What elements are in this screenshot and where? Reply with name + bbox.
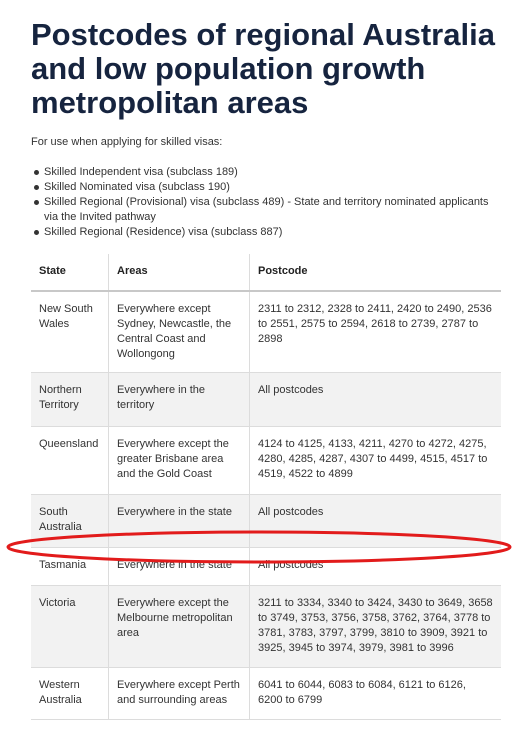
visa-label: Skilled Nominated visa (subclass 190) — [44, 181, 230, 193]
visa-item-887 — [31, 225, 501, 240]
column-header-areas: Areas — [109, 254, 250, 291]
table-row — [31, 373, 501, 427]
areas-cell: Everywhere except the Melbourne metropolitan area — [109, 586, 250, 668]
page-title: Postcodes of regional Australia and low population growth metropolitan areas — [31, 17, 495, 120]
postcode-table — [31, 254, 501, 720]
areas-cell: Everywhere except the greater Brisbane area and the Gold Coast — [109, 427, 250, 495]
postcode-cell: 4124 to 4125, 4133, 4211, 4270 to 4272, 4275, 4280, 4285, 4287, 4307 to 4499, 4515, 4517 to 4519, 4522 to 4899 — [250, 427, 502, 495]
bullet-icon — [34, 170, 39, 175]
state-cell: Western Australia — [31, 668, 109, 720]
table-header-row — [31, 254, 501, 291]
bullet-icon — [34, 230, 39, 235]
state-cell: Victoria — [31, 586, 109, 668]
visa-label: Skilled Regional (Residence) visa (subclass 887) — [44, 226, 283, 238]
state-cell: Queensland — [31, 427, 109, 495]
postcode-cell: 2311 to 2312, 2328 to 2411, 2420 to 2490, 2536 to 2551, 2575 to 2594, 2618 to 2739, 2787 to 2898 — [250, 291, 502, 373]
state-cell: Northern Territory — [31, 373, 109, 427]
table-row — [31, 291, 501, 373]
areas-cell: Everywhere in the state — [109, 495, 250, 548]
table-row — [31, 668, 501, 720]
postcode-cell: All postcodes — [250, 548, 502, 586]
bullet-icon — [34, 200, 39, 205]
visa-label: Skilled Independent visa (subclass 189) — [44, 166, 238, 178]
table-row — [31, 495, 501, 548]
table-row — [31, 427, 501, 495]
areas-cell: Everywhere except Sydney, Newcastle, the Central Coast and Wollongong — [109, 291, 250, 373]
visa-label: Skilled Regional (Provisional) visa (subclass 489) - State and territory nominated applicants via the Invited pathway — [44, 196, 489, 223]
intro-text: For use when applying for skilled visas: — [31, 136, 223, 148]
state-cell: South Australia — [31, 495, 109, 548]
postcode-cell: 6041 to 6044, 6083 to 6084, 6121 to 6126, 6200 to 6799 — [250, 668, 502, 720]
postcode-cell: 3211 to 3334, 3340 to 3424, 3430 to 3649, 3658 to 3749, 3753, 3756, 3758, 3762, 3764, 3778 to 3781, 3783, 3797, 3799, 3810 to 3909, 3921 to 3925, 3945 to 3974, 3979, 3981 to 3996 — [250, 586, 502, 668]
visa-item-189 — [31, 165, 501, 180]
areas-cell: Everywhere except Perth and surrounding areas — [109, 668, 250, 720]
column-header-state: State — [31, 254, 109, 291]
visa-item-190 — [31, 180, 501, 195]
postcode-cell: All postcodes — [250, 495, 502, 548]
visa-item-489 — [31, 195, 501, 225]
areas-cell: Everywhere in the territory — [109, 373, 250, 427]
table-row-highlighted — [31, 548, 501, 586]
state-cell: New South Wales — [31, 291, 109, 373]
table-row — [31, 586, 501, 668]
areas-cell: Everywhere in the state — [109, 548, 250, 586]
visa-list — [31, 165, 501, 240]
postcode-cell: All postcodes — [250, 373, 502, 427]
bullet-icon — [34, 185, 39, 190]
column-header-postcode: Postcode — [250, 254, 502, 291]
state-cell: Tasmania — [31, 548, 109, 586]
